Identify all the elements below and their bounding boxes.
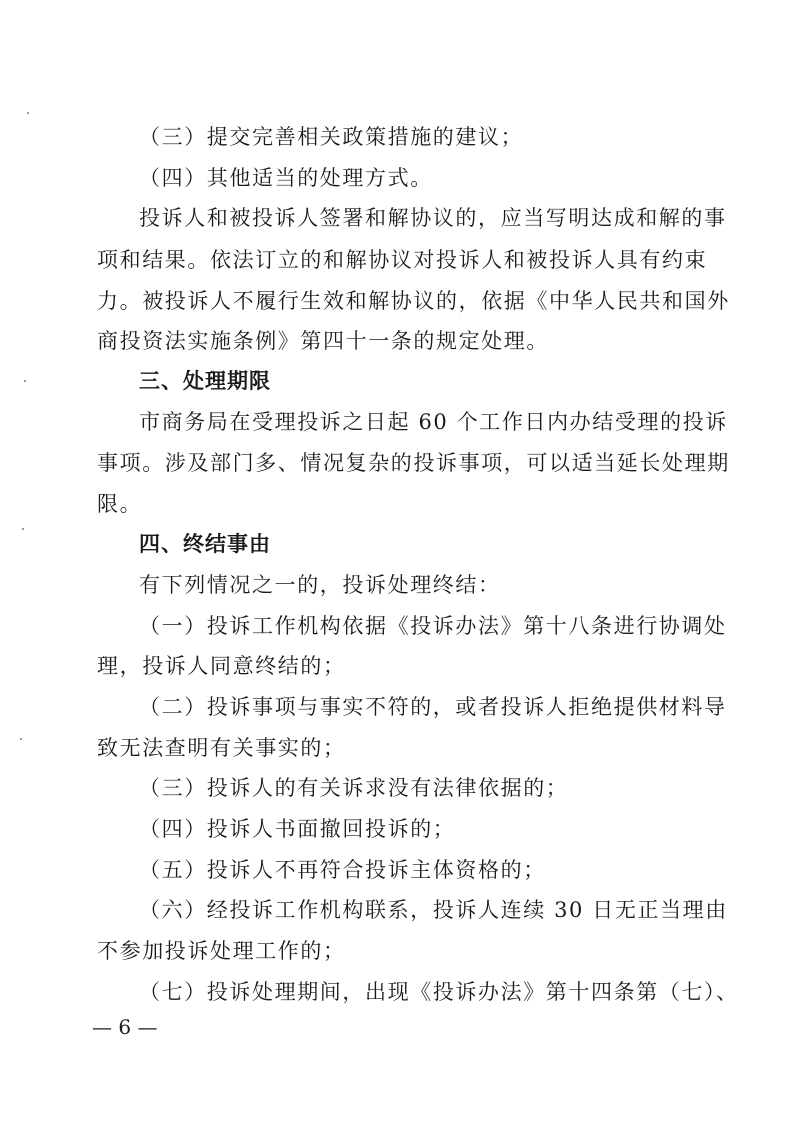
paragraph-settlement-line-3: 力。被投诉人不履行生效和解协议的，依据《中华人民共和国外	[97, 289, 730, 313]
clause-4-text: （四）其他适当的处理方式。	[139, 166, 433, 190]
scan-speck	[27, 112, 29, 114]
paragraph-deadline-line-3: 限。	[97, 492, 143, 516]
paragraph-termination-intro: 有下列情况之一的，投诉处理终结：	[139, 573, 501, 597]
paragraph-settlement-line-1: 投诉人和被投诉人签署和解协议的，应当写明达成和解的事	[139, 206, 727, 230]
paragraph-settlement-line-4: 商投资法实施条例》第四十一条的规定处理。	[97, 329, 549, 353]
scan-speck	[24, 380, 26, 382]
scan-speck	[20, 738, 22, 740]
termination-item-1-line-1: （一）投诉工作机构依据《投诉办法》第十八条进行协调处	[139, 614, 727, 638]
page-number: — 6 —	[92, 1015, 158, 1039]
section-heading-termination-reasons: 四、终结事由	[139, 531, 271, 556]
termination-item-6-line-2: 不参加投诉处理工作的；	[97, 939, 346, 963]
paragraph-settlement-line-2: 项和结果。依法订立的和解协议对投诉人和被投诉人具有约束	[97, 248, 708, 272]
clause-3-text: （三）提交完善相关政策措施的建议；	[139, 125, 524, 149]
paragraph-deadline-line-1: 市商务局在受理投诉之日起 60 个工作日内办结受理的投诉	[139, 410, 728, 434]
termination-item-3: （三）投诉人的有关诉求没有法律依据的；	[139, 776, 569, 800]
section-heading-processing-deadline: 三、处理期限	[139, 368, 271, 393]
termination-item-2-line-1: （二）投诉事项与事实不符的，或者投诉人拒绝提供材料导	[139, 695, 727, 719]
termination-item-5: （五）投诉人不再符合投诉主体资格的；	[139, 858, 546, 882]
paragraph-deadline-line-2: 事项。涉及部门多、情况复杂的投诉事项，可以适当延长处理期	[97, 451, 730, 475]
termination-item-1-line-2: 理，投诉人同意终结的；	[97, 654, 346, 678]
scan-speck	[22, 528, 24, 530]
termination-item-4: （四）投诉人书面撤回投诉的；	[139, 817, 456, 841]
termination-item-6-line-1: （六）经投诉工作机构联系，投诉人连续 30 日无正当理由	[139, 898, 728, 922]
termination-item-7-line-1: （七）投诉处理期间，出现《投诉办法》第十四条第（七）、	[139, 980, 739, 1004]
termination-item-2-line-2: 致无法查明有关事实的；	[97, 736, 346, 760]
